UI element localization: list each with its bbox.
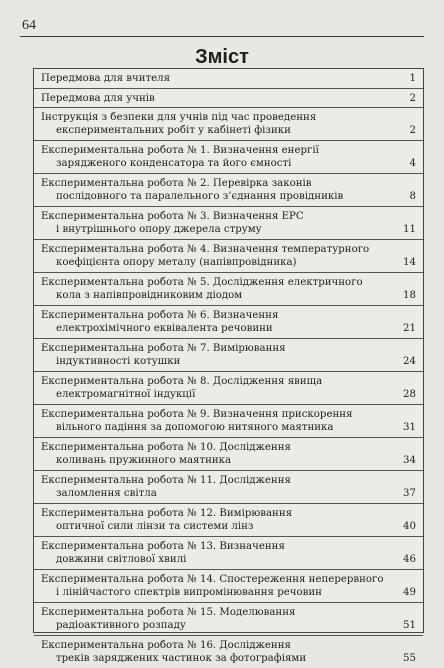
toc-entry-title: Експериментальна робота № 5. Дослідження електричного: [41, 277, 363, 288]
toc-entry-title: коефіцієнта опору металу (напівпровідника): [56, 257, 297, 268]
toc-entry-title: Експериментальна робота № 9. Визначення прискорення: [41, 409, 353, 420]
toc-entry-title: Експериментальна робота № 8. Дослідження явища: [41, 376, 323, 387]
toc-entry: [34, 470, 423, 503]
toc-entry-title: Передмова для учнів: [41, 93, 155, 104]
toc-page-number: 31: [403, 422, 416, 433]
toc-entry-title: Передмова для вчителя: [41, 73, 171, 84]
toc-entry-title: зарядженого конденсатора та його ємності: [56, 158, 292, 169]
toc-entry: [34, 569, 423, 602]
toc-entry-title: вільного падіння за допомогою нитяного маятника: [56, 422, 334, 433]
toc-entry: [34, 503, 423, 536]
toc-entry-title: заломлення світла: [56, 488, 157, 499]
toc-entry: [34, 635, 423, 668]
toc-page-number: 37: [403, 488, 416, 499]
toc-entry-title: послідовного та паралельного з’єднання провідників: [56, 191, 344, 202]
toc-entry-title: кола з напівпровідниковим діодом: [56, 290, 243, 301]
toc-entry: [34, 371, 423, 404]
toc-entry-title: Експериментальна робота № 16. Дослідження: [41, 640, 291, 651]
toc-entry: [34, 239, 423, 272]
toc-page-number: 18: [403, 290, 416, 301]
toc-entry-title: Експериментальна робота № 1. Визначення енергії: [41, 145, 319, 156]
toc-page-number: 8: [409, 191, 416, 202]
toc-entry: [34, 602, 423, 635]
page-title: Зміст: [195, 46, 249, 68]
toc-entry: [34, 338, 423, 371]
toc-entry-title: Експериментальна робота № 11. Дослідження: [41, 475, 291, 486]
toc-page-number: 4: [409, 158, 416, 169]
toc-entry-title: довжини світлової хвилі: [56, 554, 187, 565]
toc-entry-title: Експериментальна робота № 4. Визначення температурного: [41, 244, 370, 255]
toc-entry-title: оптичної сили лінзи та системи лінз: [56, 521, 254, 532]
toc-page-number: 49: [403, 587, 416, 598]
page-number: 64: [22, 18, 36, 33]
toc-page-number: 21: [403, 323, 416, 334]
toc-entry: [34, 88, 423, 107]
toc-page-number: 51: [403, 620, 416, 631]
toc-entry-title: Інструкція з безпеки для учнів під час проведення: [41, 112, 317, 123]
toc-page-number: 55: [403, 653, 416, 664]
toc-entry: [34, 305, 423, 338]
toc-page-number: 2: [409, 125, 416, 136]
toc-entry-title: електрохімічного еквівалента речовини: [56, 323, 273, 334]
toc-entry-title: і лінійчастого спектрів випромінювання речовин: [56, 587, 322, 598]
toc-entry-title: Експериментальна робота № 2. Перевірка законів: [41, 178, 312, 189]
toc-entry-title: і внутрішнього опору джерела струму: [56, 224, 262, 235]
toc-page-number: 40: [403, 521, 416, 532]
toc-entry: [34, 140, 423, 173]
toc-page-number: 28: [403, 389, 416, 400]
toc-entry: [34, 173, 423, 206]
toc-page-number: 2: [409, 93, 416, 104]
toc-entry: [34, 69, 423, 88]
toc-entry-title: радіоактивного розпаду: [56, 620, 186, 631]
table-of-contents: [33, 68, 424, 664]
toc-entry: [34, 404, 423, 437]
toc-entry-title: експериментальних робіт у кабінеті фізики: [56, 125, 291, 136]
toc-entry: [34, 272, 423, 305]
toc-entry-title: Експериментальна робота № 15. Моделювання: [41, 607, 296, 618]
toc-page-number: 1: [409, 73, 416, 84]
toc-page-number: 24: [403, 356, 416, 367]
toc-page-number: 34: [403, 455, 416, 466]
toc-entry-title: треків заряджених частинок за фотографіями: [56, 653, 307, 664]
toc-entry-title: Експериментальна робота № 6. Визначення: [41, 310, 279, 321]
toc-entry-title: Експериментальна робота № 7. Вимірювання: [41, 343, 286, 354]
toc-entry-title: Експериментальна робота № 13. Визначення: [41, 541, 285, 552]
toc-page-number: 14: [403, 257, 416, 268]
toc-entry-title: Експериментальна робота № 10. Дослідження: [41, 442, 291, 453]
toc-page-number: 11: [403, 224, 416, 235]
toc-entry: [34, 107, 423, 140]
toc-entry-title: Експериментальна робота № 14. Спостереження неперервного: [41, 574, 384, 585]
toc-entry: [34, 437, 423, 470]
toc-entry: [34, 536, 423, 569]
toc-entry-title: електромагнітної індукції: [56, 389, 196, 400]
toc-entry-title: коливань пружинного маятника: [56, 455, 232, 466]
toc-entry-title: Експериментальна робота № 3. Визначення ЕРС: [41, 211, 304, 222]
toc-entry-title: Експериментальна робота № 12. Вимірювання: [41, 508, 293, 519]
toc-page-number: 46: [403, 554, 416, 565]
toc-entry: [34, 206, 423, 239]
toc-entry-title: індуктивності котушки: [56, 356, 181, 367]
header-rule: [20, 36, 424, 37]
